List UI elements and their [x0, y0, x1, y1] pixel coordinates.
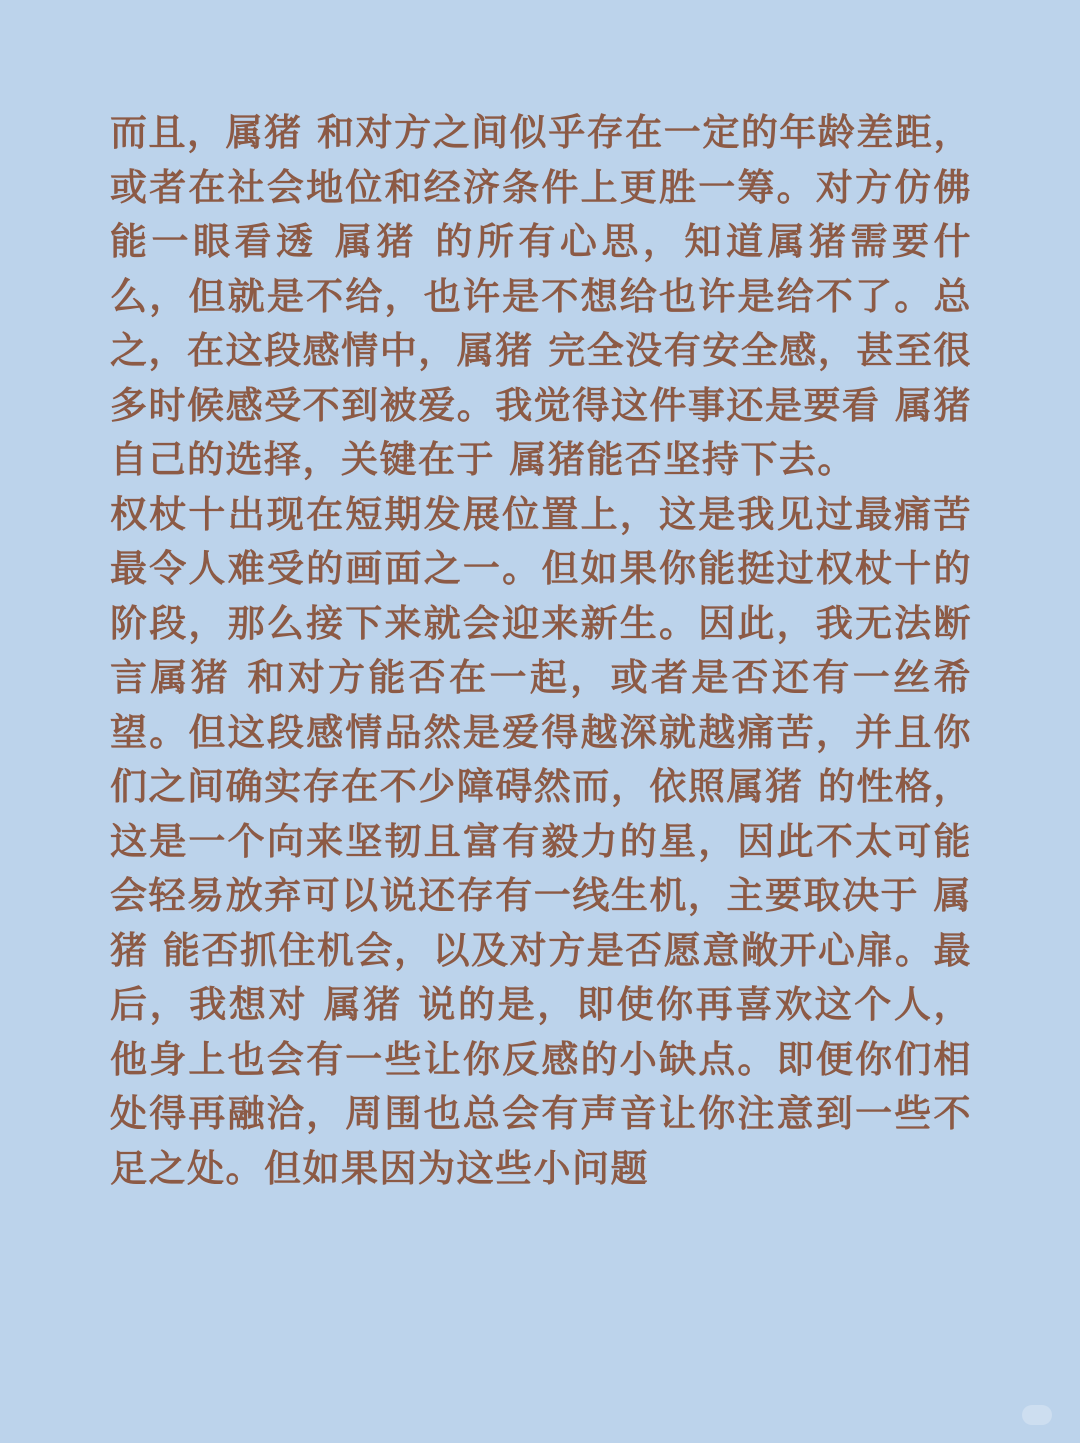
paragraph-2: 权杖十出现在短期发展位置上，这是我见过最痛苦最令人难受的画面之一。但如果你能挺过权杖十的阶段，那么接下来就会迎来新生。因此，我无法断言属猪 和对方能否在一起，或者是否还有一丝希望。但这段感情品然是爱得越深就越痛苦，并且你们之间确实存在不少障碍然而，依照属猪 的性格，这是一个向来坚韧且富有毅力的星，因此不太可能会轻易放弃可以说还存有一线生机，主要取决于 属猪 能否抓住机会，以及对方是否愿意敞开心扉。最后，我想对 属猪 说的是，即使你再喜欢这个人，他身上也会有一些让你反感的小缺点。即便你们相处得再融洽，周围也总会有声音让你注意到一些不足之处。但如果因为这些小问题: [110, 492, 972, 1190]
article-text: [110, 106, 972, 1196]
paragraph-1: 而且，属猪 和对方之间似乎存在一定的年龄差距，或者在社会地位和经济条件上更胜一筹。对方仿佛能一眼看透 属猪 的所有心思，知道属猪需要什么，但就是不给，也许是不想给也许是给不了。总之，在这段感情中，属猪 完全没有安全感，甚至很多时候感受不到被爱。我觉得这件事还是要看 属猪 自己的选择，关键在于 属猪能否坚持下去。: [110, 111, 972, 481]
watermark-mark: [1022, 1405, 1052, 1425]
